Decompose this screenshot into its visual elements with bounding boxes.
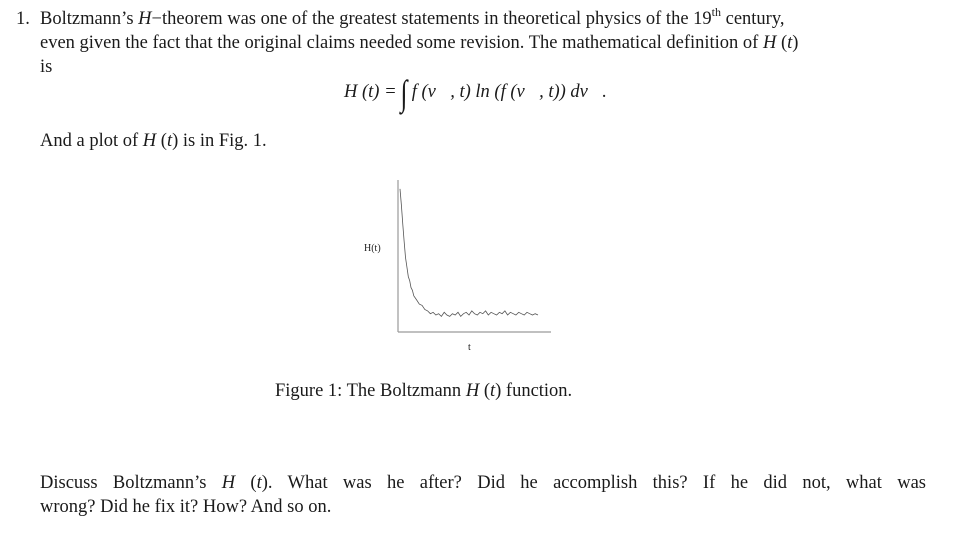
equation-rhs: f (v⃗, t) ln (f (v⃗, t)) dv⃗. bbox=[411, 82, 607, 102]
question-line-1 bbox=[40, 471, 926, 495]
h-function-figure bbox=[356, 176, 566, 371]
math-paren: ( bbox=[776, 33, 788, 53]
problem-number: 1. bbox=[16, 9, 30, 29]
problem-line-3: is bbox=[40, 57, 53, 77]
y-axis-label: H(t) bbox=[364, 243, 381, 254]
math-h: H bbox=[465, 381, 480, 401]
caption-text: Figure 1: The Boltzmann bbox=[275, 381, 466, 401]
equation-lhs: H (t) = bbox=[344, 82, 397, 102]
definition-equation bbox=[344, 73, 607, 113]
caption-text: ) function. bbox=[495, 381, 573, 401]
question-text: ). What was he after? Did he accomplish this? If he did not, what was bbox=[261, 473, 926, 493]
integral-sign: ∫ bbox=[400, 73, 408, 113]
math-h: H bbox=[138, 9, 152, 29]
problem-text: century, bbox=[721, 9, 785, 29]
intro-text: And a plot of bbox=[40, 131, 143, 151]
math-t: t bbox=[256, 473, 262, 493]
h-function-plot bbox=[356, 176, 566, 366]
problem-line-1 bbox=[40, 7, 785, 31]
intro-text: ) is in Fig. 1. bbox=[172, 131, 267, 151]
problem-text: −theorem was one of the greatest statements in theoretical physics of the 19 bbox=[151, 9, 712, 29]
question-line-2: wrong? Did he fix it? How? And so on. bbox=[40, 497, 332, 517]
math-paren: ( bbox=[156, 131, 167, 151]
math-paren: ( bbox=[235, 473, 257, 493]
figure-caption bbox=[275, 379, 572, 403]
figure-intro bbox=[40, 129, 267, 153]
math-paren: ) bbox=[792, 33, 799, 53]
series-line bbox=[400, 189, 538, 317]
math-t: t bbox=[787, 33, 793, 53]
problem-text: even given the fact that the original claims needed some revision. The mathematical definition of bbox=[40, 33, 763, 53]
superscript-th: th bbox=[711, 5, 721, 19]
math-paren: ( bbox=[479, 381, 490, 401]
question-text: Discuss Boltzmann’s bbox=[40, 473, 222, 493]
problem-line-2 bbox=[40, 31, 798, 55]
math-t: t bbox=[489, 381, 496, 401]
math-h: H bbox=[142, 131, 157, 151]
problem-text: Boltzmann’s bbox=[40, 9, 139, 29]
math-h: H bbox=[221, 473, 236, 493]
math-t: t bbox=[166, 131, 173, 151]
x-axis-label: t bbox=[468, 342, 471, 353]
math-h: H bbox=[762, 33, 777, 53]
